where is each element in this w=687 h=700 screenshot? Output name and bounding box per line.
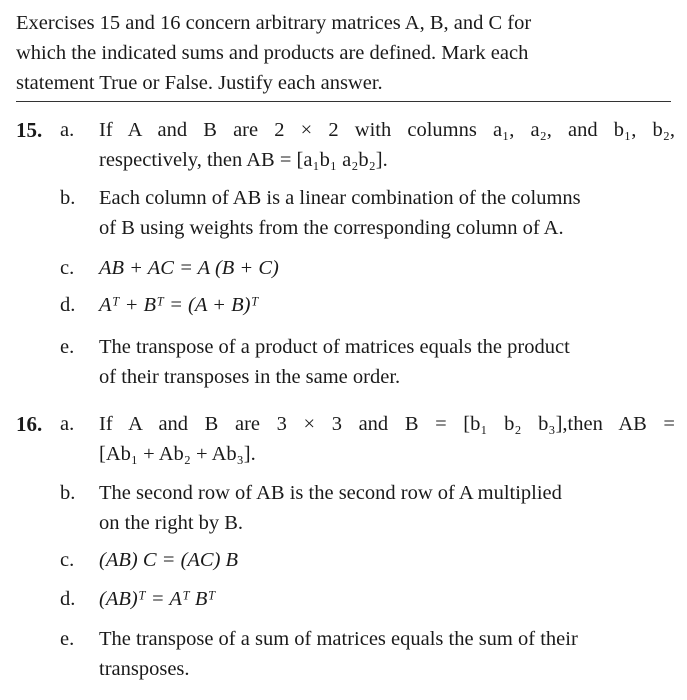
item-text: on the right by B. <box>99 512 244 534</box>
item-text: respectively, then AB = [a₁b₁ a₂b₂]. <box>99 149 388 171</box>
item-letter: c. <box>60 257 75 279</box>
item-text: of B using weights from the corresponding column of A. <box>99 217 564 239</box>
item-letter: b. <box>60 482 76 504</box>
exercise-number-16: 16. <box>16 412 43 436</box>
item-text: If A and B are 3 × 3 and B = [b₁ b₂ b₃],then AB = <box>99 413 675 435</box>
item-text: of their transposes in the same order. <box>99 366 401 388</box>
item-text: The transpose of a product of matrices equals the product <box>99 336 570 358</box>
item-letter: d. <box>60 588 76 610</box>
item-text: The transpose of a sum of matrices equals the sum of their <box>99 628 578 650</box>
item-text: The second row of AB is the second row of A multiplied <box>99 482 562 504</box>
exercise-16c <box>60 545 675 575</box>
item-text: If A and B are 2 × 2 with columns a₁, a₂, and b₁, b₂, <box>99 119 675 141</box>
instructions <box>16 8 676 98</box>
item-letter: e. <box>60 628 75 650</box>
exercise-16e <box>60 624 675 684</box>
item-text: Each column of AB is a linear combination of the columns <box>99 187 581 209</box>
item-letter: a. <box>60 413 75 435</box>
item-letter: d. <box>60 294 76 316</box>
item-letter: c. <box>60 549 75 571</box>
item-text: (AB)ᵀ = Aᵀ Bᵀ <box>99 588 216 610</box>
instructions-line: which the indicated sums and products are defined. Mark each <box>16 42 529 64</box>
exercise-15a <box>60 115 675 175</box>
exercise-16d <box>60 584 675 614</box>
exercise-16b <box>60 478 675 538</box>
exercise-15c <box>60 253 675 283</box>
item-letter: b. <box>60 187 76 209</box>
exercise-15e <box>60 332 675 392</box>
instructions-line: Exercises 15 and 16 concern arbitrary matrices A, B, and C for <box>16 12 532 34</box>
exercise-number-15: 15. <box>16 118 43 142</box>
item-letter: e. <box>60 336 75 358</box>
item-text: Aᵀ + Bᵀ = (A + B)ᵀ <box>99 294 259 316</box>
exercise-16a <box>60 409 675 469</box>
item-text: transposes. <box>99 658 190 680</box>
exercise-15b <box>60 183 675 243</box>
divider <box>16 101 671 102</box>
exercise-15d <box>60 290 675 320</box>
instructions-line: statement True or False. Justify each answer. <box>16 72 383 94</box>
item-text: AB + AC = A (B + C) <box>99 257 279 279</box>
item-text: [Ab₁ + Ab₂ + Ab₃]. <box>99 443 256 465</box>
item-text: (AB) C = (AC) B <box>99 549 239 571</box>
item-letter: a. <box>60 119 75 141</box>
